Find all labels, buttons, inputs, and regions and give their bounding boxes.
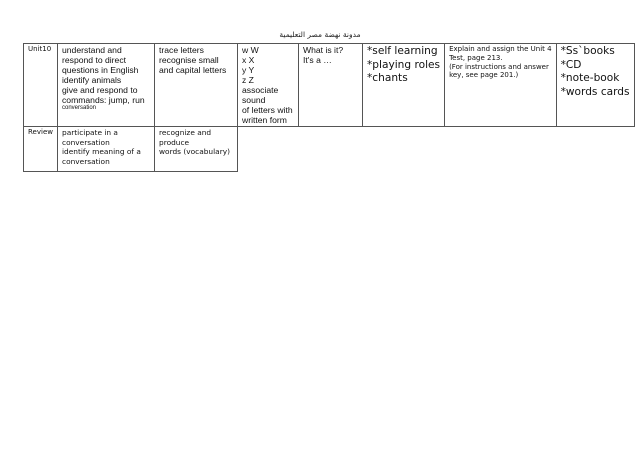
assessment-line: (For instructions and answer <box>449 62 549 71</box>
strategies-cell <box>363 44 445 127</box>
material-line: *words cards <box>560 85 630 98</box>
objective-line-small: conversation <box>62 105 97 112</box>
objective-line: identify animals <box>62 75 122 86</box>
letter-line: written form <box>242 115 287 126</box>
objective-line: identify meaning of a <box>62 147 141 157</box>
objective-line: commands: jump, run <box>62 95 145 106</box>
objectives-cell <box>58 127 155 172</box>
strategy-line: *chants <box>367 72 408 85</box>
unit-label: Unit10 <box>28 45 52 53</box>
assessment-cell <box>445 44 557 127</box>
skill-line: trace letters <box>159 45 204 55</box>
assessment-line: Test, page 213. <box>449 53 503 62</box>
skill-line: words (vocabulary) <box>159 147 230 157</box>
material-line: *Ss`books <box>560 45 615 57</box>
letter-line: associate <box>242 85 279 96</box>
empty-area <box>238 127 635 172</box>
objective-line: respond to direct <box>62 55 127 66</box>
skill-line: produce <box>159 137 190 147</box>
skill-line: recognise small <box>159 55 219 66</box>
strategy-line: *playing roles <box>367 58 441 71</box>
materials-cell <box>556 44 634 127</box>
language-cell <box>299 44 363 127</box>
material-line: *CD <box>560 58 582 71</box>
objective-line: participate in a <box>62 128 118 137</box>
objective-line: understand and <box>62 45 122 55</box>
letter-line: x X <box>242 55 255 66</box>
letter-line: sound <box>242 95 266 106</box>
lesson-plan-table <box>23 43 635 172</box>
objectives-cell <box>58 44 155 127</box>
language-line: What is it? <box>303 45 344 55</box>
unit-cell <box>24 127 58 172</box>
unit-label: Review <box>28 128 53 136</box>
language-line: It's a … <box>303 55 332 66</box>
objective-line: conversation <box>62 137 110 147</box>
objective-line: questions in English <box>62 65 139 76</box>
material-line: *note-book <box>560 72 620 85</box>
objective-line: conversation <box>62 156 110 166</box>
letter-line: w W <box>242 45 259 55</box>
strategy-line: *self learning <box>367 45 438 57</box>
letters-cell <box>238 44 299 127</box>
letter-line: of letters with <box>242 105 293 116</box>
skills-cell <box>155 44 238 127</box>
skill-line: recognize and <box>159 128 212 137</box>
assessment-line: key, see page 201.) <box>449 71 519 80</box>
assessment-line: Explain and assign the Unit 4 <box>449 45 552 53</box>
table-row-unit10 <box>24 44 635 127</box>
skills-cell <box>155 127 238 172</box>
skill-line: and capital letters <box>159 65 227 76</box>
unit-cell <box>24 44 58 127</box>
letter-line: z Z <box>242 75 254 86</box>
letter-line: y Y <box>242 65 255 76</box>
table-row-review <box>24 127 635 172</box>
objective-line: give and respond to <box>62 85 138 96</box>
page-header: مدونة نهضة مصر التعليمية <box>279 30 361 39</box>
